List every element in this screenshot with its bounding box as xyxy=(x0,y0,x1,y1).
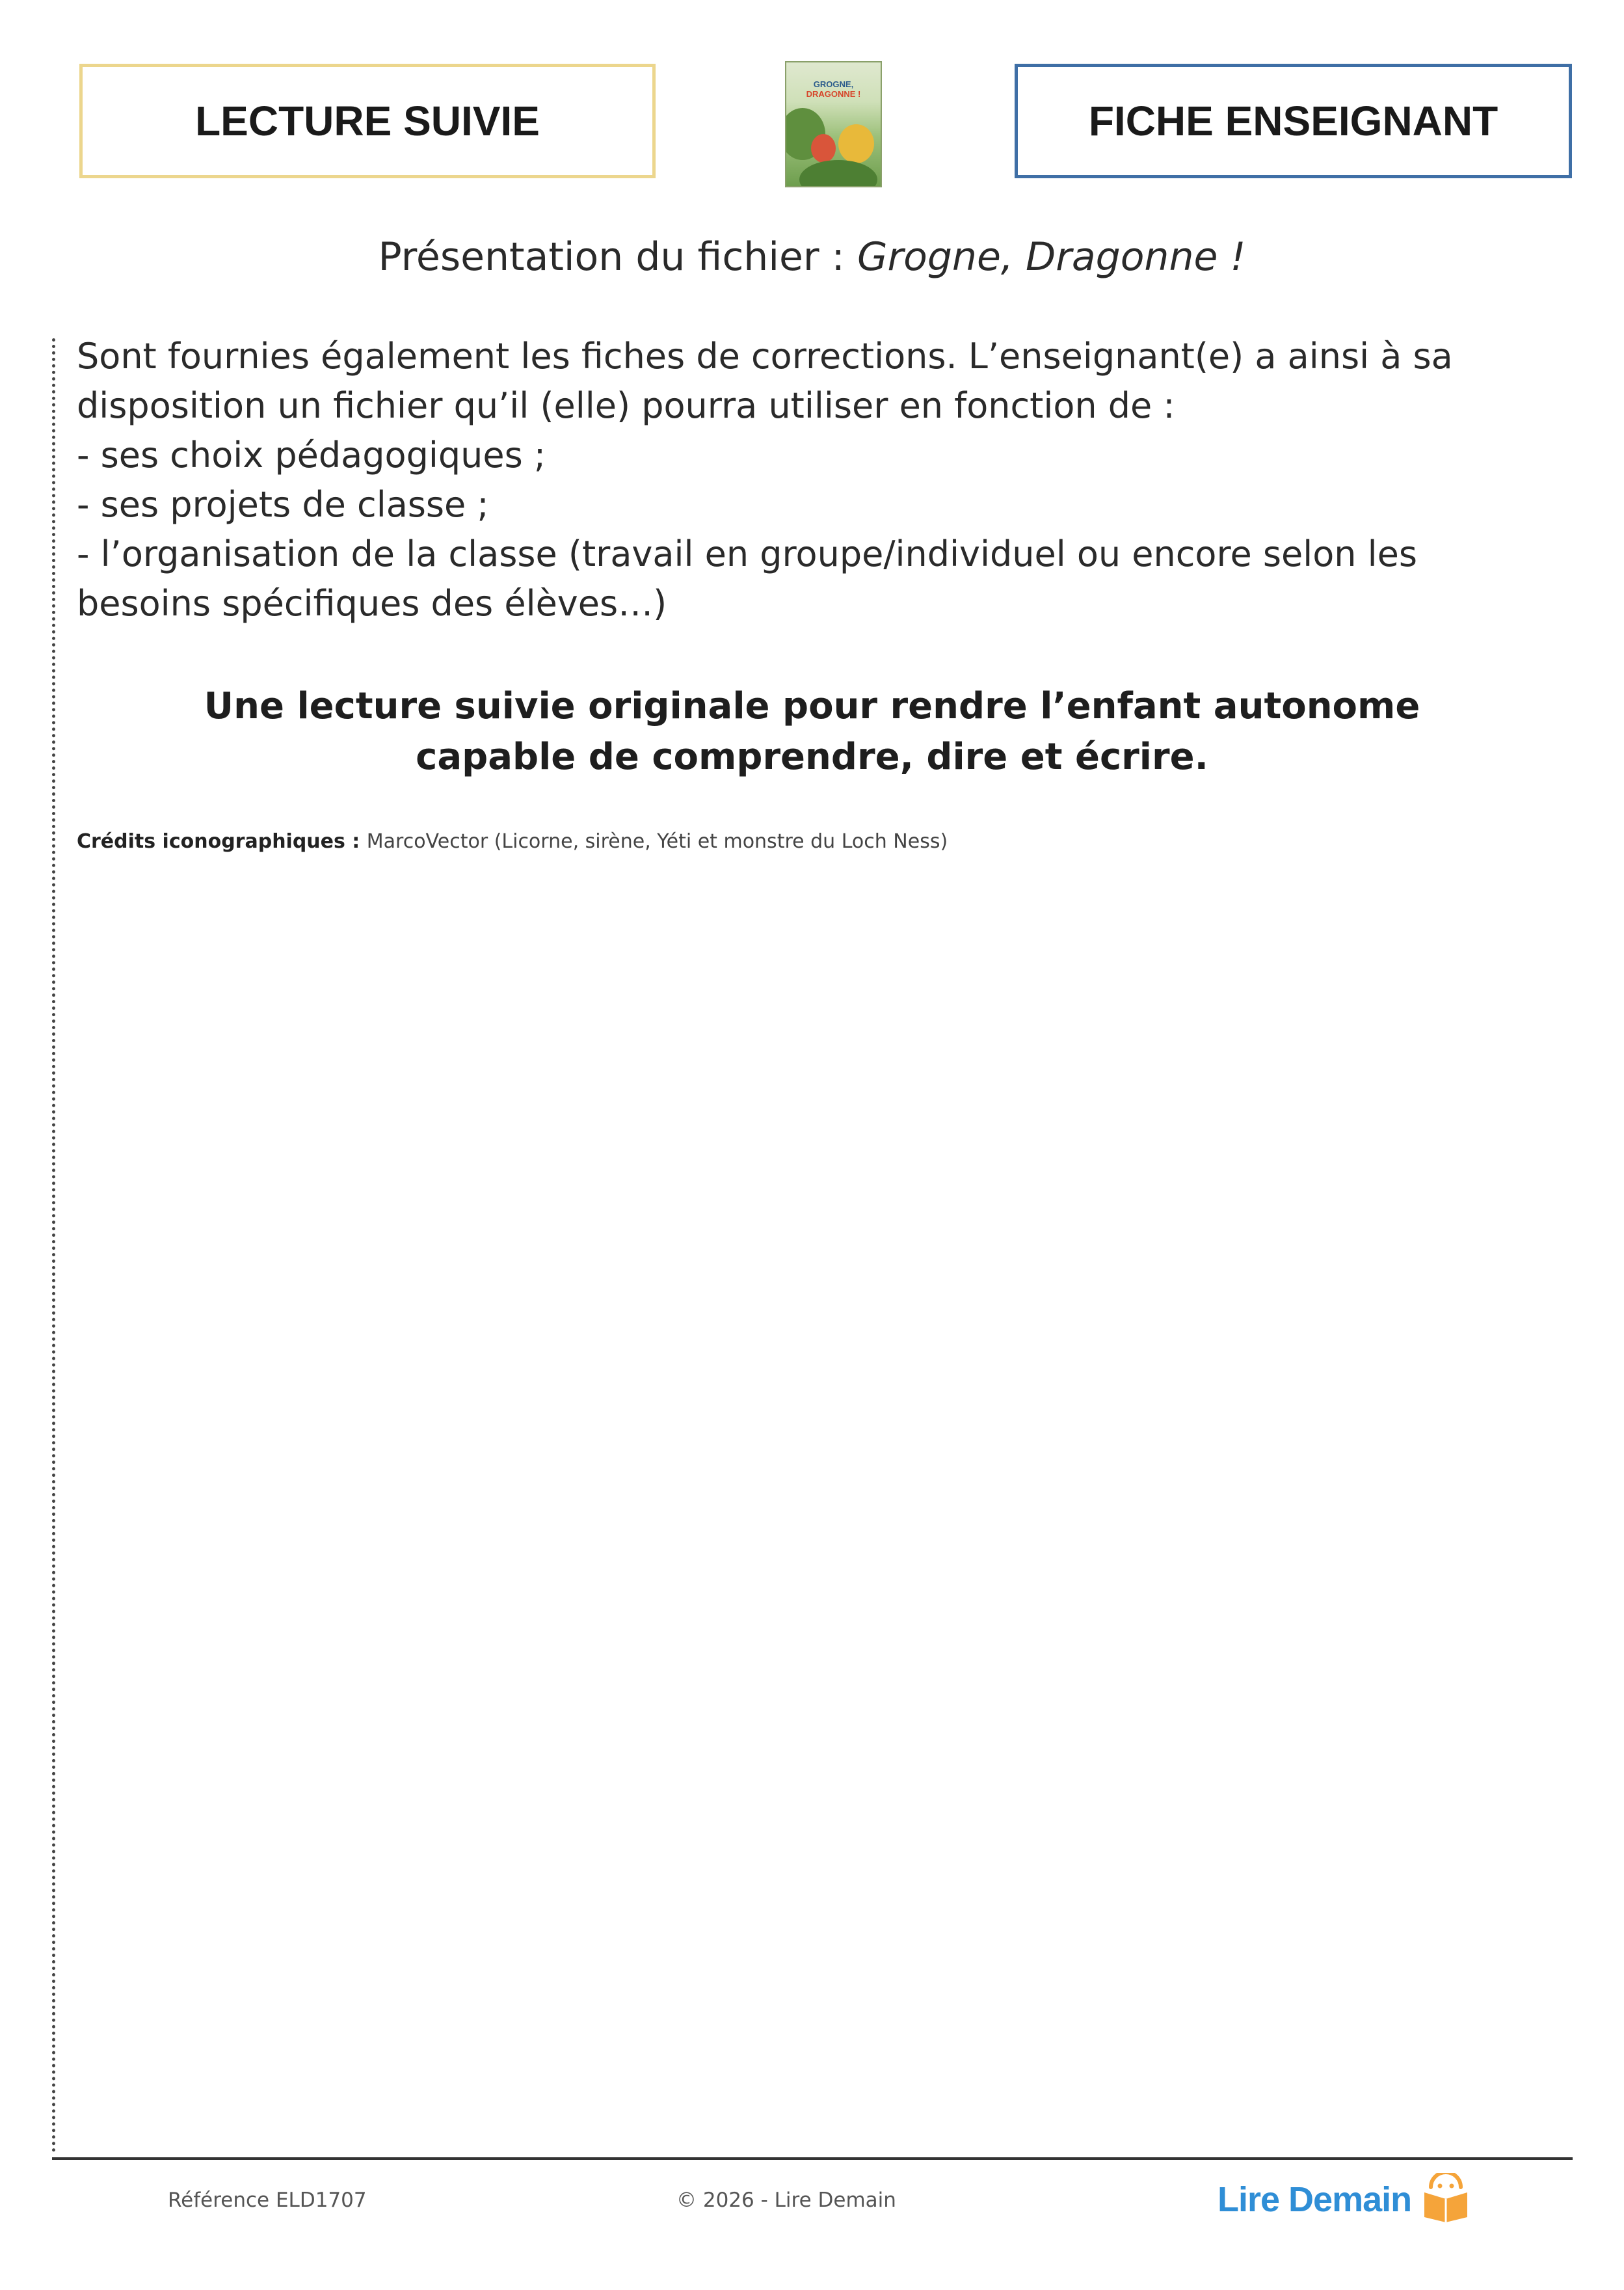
book-cover-thumbnail xyxy=(785,61,882,187)
paragraph-line: disposition un fichier qu’il (elle) pourra utiliser en fonction de : xyxy=(77,385,1175,426)
emphasis-statement xyxy=(0,681,1624,783)
presentation-paragraph xyxy=(77,332,1566,628)
book-cover-line1: GROGNE, xyxy=(813,79,854,89)
credits-label: Crédits iconographiques : xyxy=(77,830,367,853)
book-cover-line2: DRAGONNE ! xyxy=(806,89,861,99)
cover-bush-shape xyxy=(799,160,877,187)
page-title-prefix: Présentation du fichier : xyxy=(378,234,857,280)
open-book-icon xyxy=(1420,2173,1471,2226)
image-credits xyxy=(77,830,948,853)
emphasis-line: Une lecture suivie originale pour rendre l’enfant autonome xyxy=(204,685,1420,727)
cover-dragon-shape xyxy=(838,124,874,163)
lecture-suivie-text: LECTURE SUIVIE xyxy=(195,98,540,144)
book-title: Grogne, Dragonne ! xyxy=(857,234,1246,280)
paragraph-line: - ses projets de classe ; xyxy=(77,484,489,525)
paragraph-line: Sont fournies également les fiches de corrections. L’enseignant(e) a ainsi à sa xyxy=(77,336,1453,377)
fiche-enseignant-label xyxy=(1015,64,1572,178)
fiche-enseignant-text: FICHE ENSEIGNANT xyxy=(1088,98,1498,144)
book-cover-title xyxy=(786,79,881,99)
footer-copyright: © 2026 - Lire Demain xyxy=(676,2189,896,2212)
emphasis-line: capable de comprendre, dire et écrire. xyxy=(416,736,1208,778)
credits-text: MarcoVector (Licorne, sirène, Yéti et monstre du Loch Ness) xyxy=(366,830,948,853)
paragraph-line: - ses choix pédagogiques ; xyxy=(77,435,546,476)
page-title xyxy=(0,234,1624,280)
paragraph-line: - l’organisation de la classe (travail en groupe/individuel ou encore selon les xyxy=(77,533,1418,574)
cover-child-shape xyxy=(811,134,836,163)
footer-divider xyxy=(52,2157,1573,2160)
footer-reference: Référence ELD1707 xyxy=(168,2189,367,2212)
paragraph-line: besoins spécifiques des élèves…) xyxy=(77,583,667,624)
lecture-suivie-label xyxy=(79,64,656,178)
lire-demain-logo xyxy=(1218,2173,1471,2226)
logo-text: Lire Demain xyxy=(1218,2180,1412,2219)
left-dotted-rule xyxy=(52,338,55,2153)
